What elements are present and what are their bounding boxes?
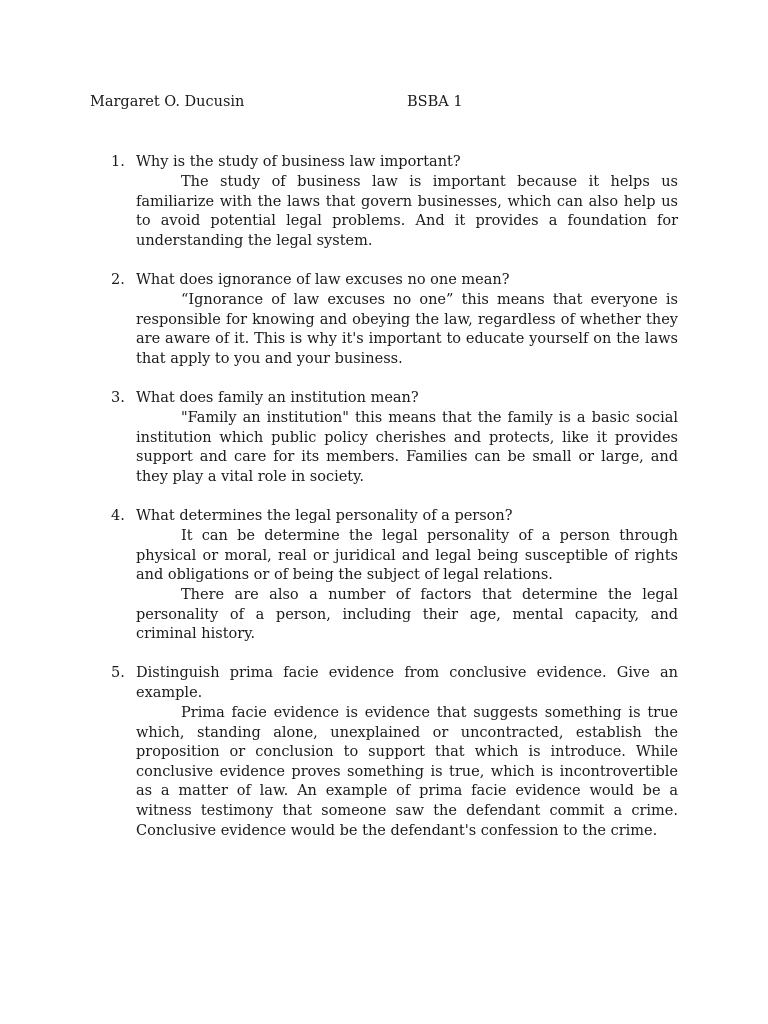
answer-3-paragraph-1: "Family an institution" this means that the family is a basic social institution which public policy cherishes and protects, like it provides support and care for its members. Families can be small or large, and they play a vital role in society.	[136, 410, 678, 485]
question-1	[111, 153, 678, 173]
question-text: Distinguish prima facie evidence from conclusive evidence. Give an example.	[136, 665, 678, 701]
question-text: What does family an institution mean?	[136, 390, 419, 406]
question-5	[111, 664, 678, 703]
question-number: 5.	[111, 665, 125, 681]
course-label: BSBA 1	[407, 94, 463, 110]
question-number: 3.	[111, 390, 125, 406]
question-number: 1.	[111, 154, 125, 170]
question-2	[111, 271, 678, 291]
question-text: What determines the legal personality of a person?	[136, 508, 513, 524]
question-number: 4.	[111, 508, 125, 524]
question-number: 2.	[111, 272, 125, 288]
question-4	[111, 507, 678, 527]
question-3	[111, 389, 678, 409]
answer-2-paragraph-1: “Ignorance of law excuses no one” this means that everyone is responsible for knowing and obeying the law, regardless of whether they are aware of it. This is why it's important to educate yourself on the laws that apply to you and your business.	[136, 292, 678, 367]
question-text: What does ignorance of law excuses no one mean?	[136, 272, 510, 288]
question-text: Why is the study of business law important?	[136, 154, 461, 170]
answer-1-paragraph-1: The study of business law is important because it helps us familiarize with the laws that govern businesses, which can also help us to avoid potential legal problems. And it provides a foundation for understanding the legal system.	[136, 174, 678, 249]
answer-5-paragraph-1: Prima facie evidence is evidence that suggests something is true which, standing alone, unexplained or uncontracted, establish the proposition or conclusion to support that which is introduce. While conclusive evidence proves something is true, which is incontrovertible as a matter of law. An example of prima facie evidence would be a witness testimony that someone saw the defendant commit a crime. Conclusive evidence would be the defendant's confession to the crime.	[136, 705, 678, 839]
answer-4-paragraph-2: There are also a number of factors that determine the legal personality of a person, including their age, mental capacity, and criminal history.	[136, 587, 678, 643]
answer-4-paragraph-1: It can be determine the legal personality of a person through physical or moral, real or juridical and legal being susceptible of rights and obligations or of being the subject of legal relations.	[136, 528, 678, 584]
author-name: Margaret O. Ducusin	[90, 94, 245, 110]
